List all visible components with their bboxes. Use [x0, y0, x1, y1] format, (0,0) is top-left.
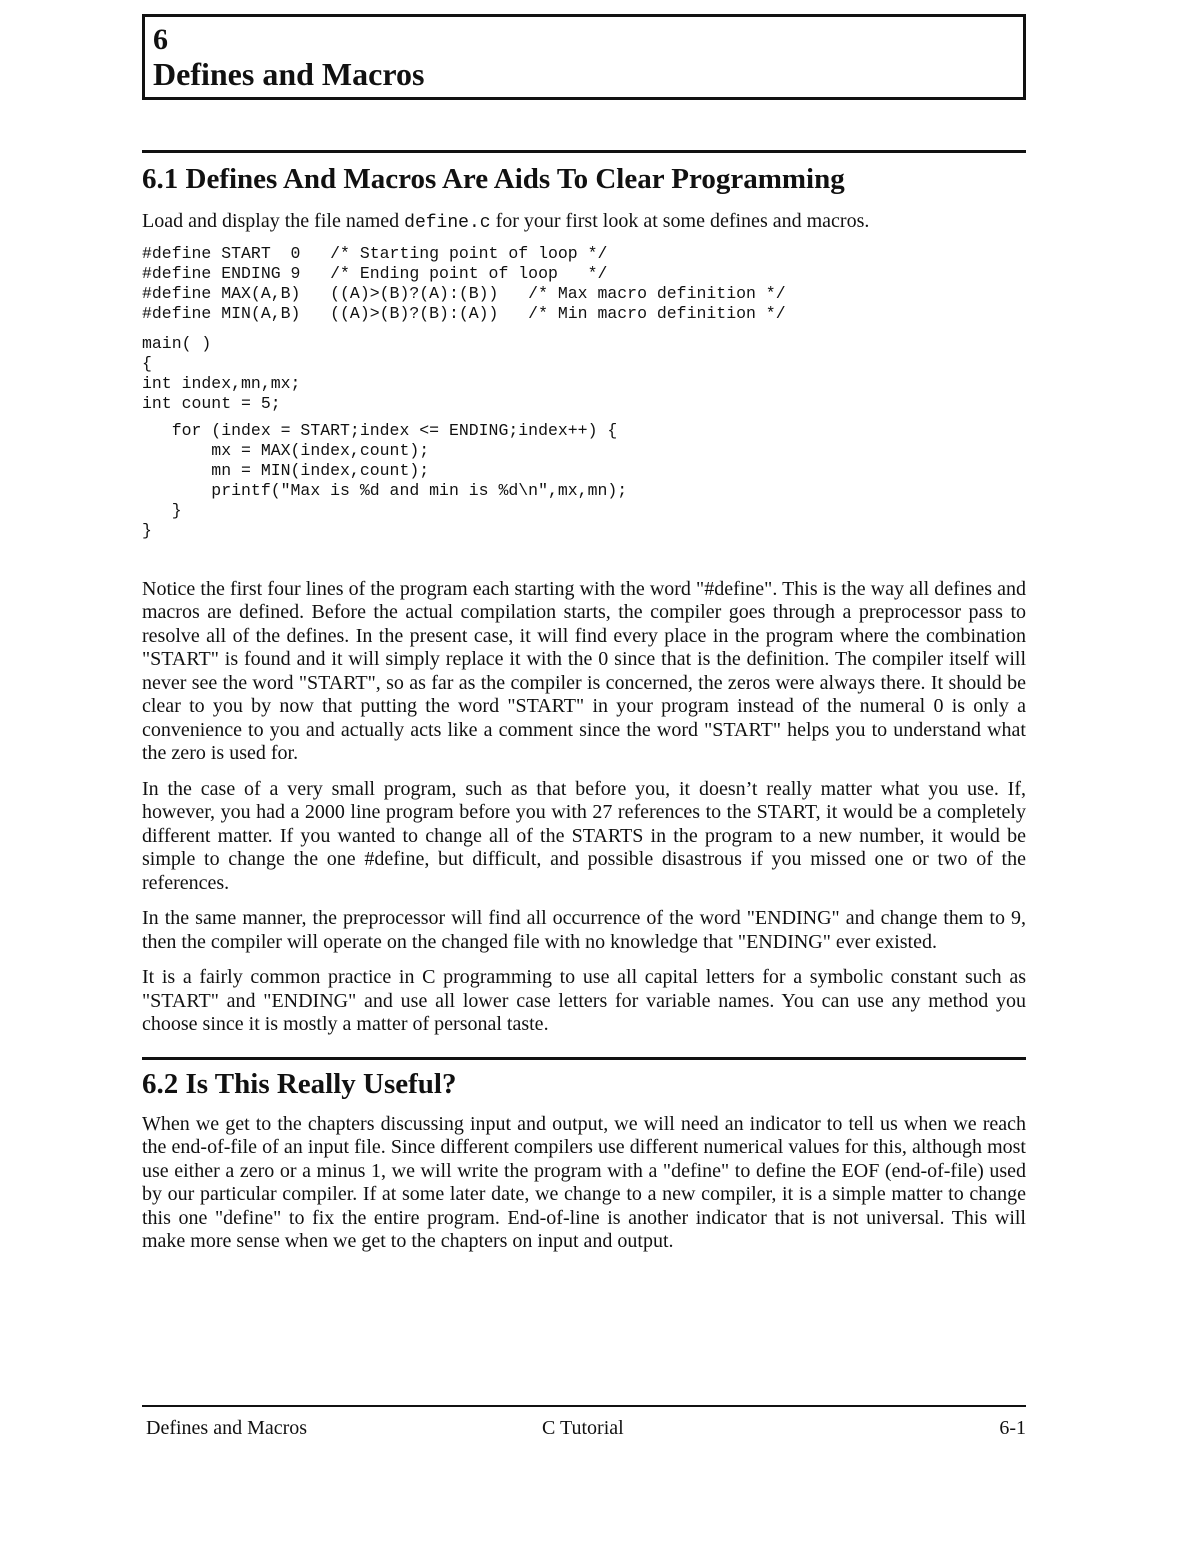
footer-chapter-name: Defines and Macros [146, 1417, 308, 1439]
footer-divider [142, 1405, 1026, 1407]
section-1-paragraph-2: In the case of a very small program, such as that before you, it doesn’t really matter what you use. If, however, you had a 2000 line program before you with 27 references to the START, it would be a completely different matter. If you wanted to change all of the STARTS in the program to a new number, it would be simple to change the one #define, but difficult, and possible disastrous if you missed one or two of the references. [142, 777, 1026, 894]
intro-text-after: for your first look at some defines and macros. [490, 210, 870, 232]
footer-row [142, 1413, 1026, 1443]
section-1-paragraph-1: Notice the first four lines of the program each starting with the word "#define". This is the way all defines and macros are defined. Before the actual compilation starts, the compiler goes through a preprocessor pass to resolve all of the defines. In the present case, it will find every place in the program where the combination "START" is found and it will simply replace it with the 0 since that is the definition. The compiler itself will never see the word "START", so as far as the compiler is concerned, the zeros were always there. It should be clear to you by now that putting the word "START" in your program instead of the numeral 0 is only a convenience to you and actually acts like a comment since the word "START" helps you to understand what the zero is used for. [142, 577, 1026, 764]
section-1-title: 6.1 Defines And Macros Are Aids To Clear Programming [142, 163, 845, 195]
section-1-paragraph-3: In the same manner, the preprocessor will find all occurrence of the word "ENDING" and change them to 9, then the compiler will operate on the changed file with no knowledge that "ENDING" ever existed. [142, 907, 1026, 953]
intro-filename: define.c [404, 213, 491, 233]
section-divider [142, 150, 1026, 153]
page-content [142, 14, 1026, 1254]
chapter-number: 6 [153, 23, 168, 56]
code-listing-close: } [142, 520, 152, 540]
code-listing-defines: #define START 0 /* Starting point of loop */ #define ENDING 9 /* Ending point of loop */ #define MAX(A,B) ((A)>(B)?(A):(B)) /* Max macro definition */ #define MIN(A,B) ((A)>(B)?(B):(A)) /* Min macro definition */ [142, 243, 786, 323]
section-1-intro [142, 210, 1026, 236]
footer-book-title: C Tutorial [542, 1417, 624, 1439]
section-divider [142, 1057, 1026, 1060]
section-2-paragraph: When we get to the chapters discussing input and output, we will need an indicator to tell us when we reach the end-of-file of an input file. Since different compilers use different numerical values for this, although most use either a zero or a minus 1, we will write the program with a "define" to define the EOF (end-of-file) used by our particular compiler. If at some later date, we change to a new compiler, it is a simple matter to change this one "define" to fix the entire program. End-of-line is another indicator that is not universal. This will make more sense when we get to the chapters on input and output. [142, 1112, 1026, 1252]
code-listing-loop: for (index = START;index <= ENDING;index++) { mx = MAX(index,count); mn = MIN(index,count); printf("Max is %d and min is %d\n",mx,mn); } [171, 420, 628, 520]
page-footer [142, 1405, 1026, 1443]
code-listing-main: main( ) { int index,mn,mx; int count = 5; [142, 333, 301, 413]
intro-text-before: Load and display the file named [142, 210, 405, 232]
chapter-header-box [142, 14, 1026, 100]
section-1-paragraph-4: It is a fairly common practice in C programming to use all capital letters for a symbolic constant such as "START" and "ENDING" and use all lower case letters for variable names. You can use any method you choose since it is mostly a matter of personal taste. [142, 966, 1026, 1035]
footer-page-number: 6-1 [999, 1417, 1026, 1439]
section-2-title: 6.2 Is This Really Useful? [142, 1067, 457, 1100]
chapter-title: Defines and Macros [153, 56, 425, 92]
